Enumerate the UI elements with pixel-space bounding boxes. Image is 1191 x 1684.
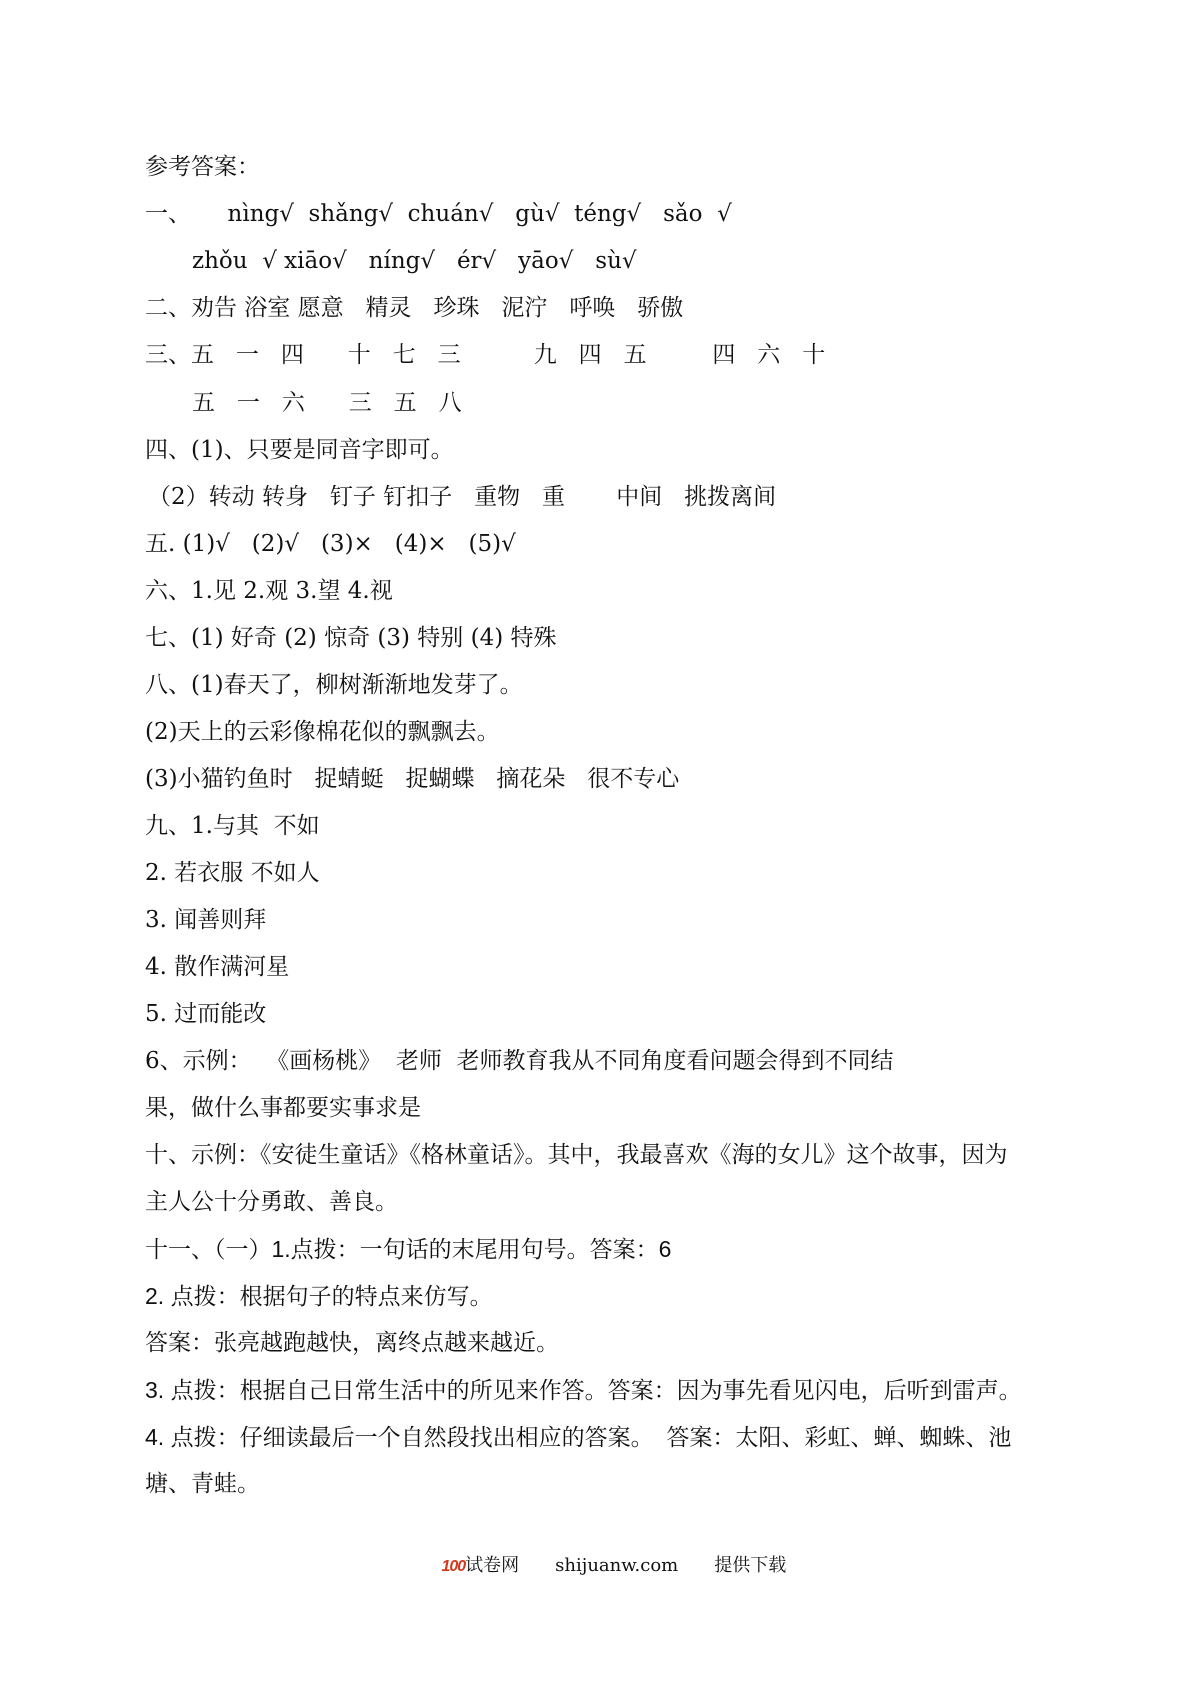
section-8-line-3: (3)小猫钓鱼时 捉蜻蜓 捉蝴蝶 摘花朵 很不专心: [145, 766, 680, 792]
section-11-line-1: 十一、（一）1.点拨：一句话的末尾用句号。答案：6: [145, 1236, 672, 1262]
section-11-line-3: 答案：张亮越跑越快，离终点越来越近。: [145, 1330, 559, 1356]
section-1-line-2: zhǒu √ xiāo√ níng√ ér√ yāo√ sù√: [192, 248, 637, 274]
footer-tagline: 提供下载: [714, 1555, 787, 1576]
section-9-line-6: 6、示例： 《画杨桃》 老师 老师教育我从不同角度看问题会得到不同结: [145, 1048, 894, 1074]
section-5: 五. (1)√ (2)√ (3)× (4)× (5)√: [145, 531, 516, 557]
section-6: 六、1.见 2.观 3.望 4.视: [145, 578, 393, 604]
section-7: 七、(1) 好奇 (2) 惊奇 (3) 特别 (4) 特殊: [145, 625, 557, 651]
site-name: 试卷网: [465, 1555, 520, 1576]
section-9-line-1: 九、1.与其 不如: [145, 813, 320, 839]
section-3-line-2: 五 一 六 三 五 八: [192, 390, 462, 416]
section-4-line-2: （2）转动 转身 钉子 钉扣子 重物 重 中间 挑拨离间: [148, 484, 777, 510]
section-2: 二、劝告 浴室 愿意 精灵 珍珠 泥泞 呼唤 骄傲: [145, 295, 684, 321]
section-9-line-2: 2. 若衣服 不如人: [145, 860, 320, 886]
section-11-line-2: 2. 点拨：根据句子的特点来仿写。: [145, 1283, 493, 1309]
section-8-line-2: (2)天上的云彩像棉花似的飘飘去。: [145, 719, 500, 745]
section-3-line-1: 三、五 一 四 十 七 三 九 四 五 四 六 十: [145, 342, 826, 368]
section-11-line-4: 3. 点拨：根据自己日常生活中的所见来作答。答案：因为事先看见闪电，后听到雷声。: [145, 1377, 1022, 1403]
section-9-line-7: 果，做什么事都要实事求是: [145, 1095, 421, 1121]
section-9-line-3: 3. 闻善则拜: [145, 907, 267, 933]
section-1-line-1: 一、 nìng√ shǎng√ chuán√ gù√ téng√ sǎo √: [145, 201, 732, 227]
section-8-line-1: 八、(1)春天了，柳树渐渐地发芽了。: [145, 672, 523, 698]
section-4-line-1: 四、(1)、只要是同音字即可。: [145, 437, 454, 463]
site-domain-link[interactable]: shijuanw.com: [555, 1555, 679, 1576]
answers-title: 参考答案：: [145, 154, 260, 180]
section-11-line-6: 塘、青蛙。: [145, 1471, 260, 1497]
section-9-line-5: 5. 过而能改: [145, 1001, 267, 1027]
section-9-line-4: 4. 散作满河星: [145, 954, 290, 980]
section-10-line-1: 十、示例：《安徒生童话》《格林童话》。其中，我最喜欢《海的女儿》这个故事，因为: [145, 1142, 1008, 1168]
section-11-line-5: 4. 点拨：仔细读最后一个自然段找出相应的答案。 答案：太阳、彩虹、蝉、蜘蛛、池: [145, 1424, 1012, 1450]
page-footer: [430, 1530, 786, 1579]
site-logo: 100: [441, 1558, 466, 1575]
section-10-line-2: 主人公十分勇敢、善良。: [145, 1189, 398, 1215]
